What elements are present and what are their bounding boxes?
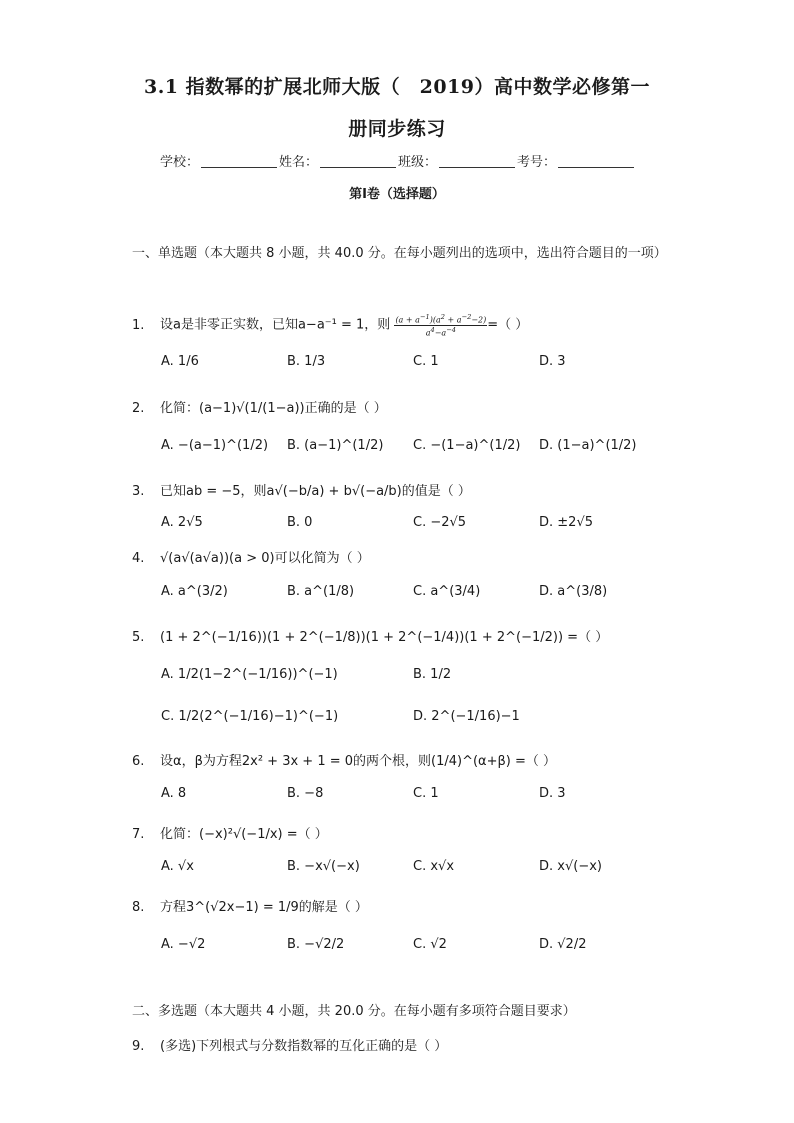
q4-option-b[interactable]: B. a^(1/8) <box>287 584 355 599</box>
q2-option-b[interactable]: B. (a−1)^(1/2) <box>287 438 384 453</box>
name-label: 姓名： <box>279 155 319 170</box>
q2-option-c[interactable]: C. −(1−a)^(1/2) <box>413 438 521 453</box>
title-line-2: 册同步练习 <box>348 118 446 140</box>
question-text: 化简：(a−1)√(1/(1−a))正确的是（ ） <box>160 401 387 416</box>
q7-option-b[interactable]: B. −x√(−x) <box>287 859 360 874</box>
section-2-heading: 二、多选题（本大题共 4 小题，共 20.0 分。在每小题有多项符合题目要求） <box>132 1004 576 1019</box>
exam-no-label: 考号： <box>517 155 557 170</box>
question-text: (多选)下列根式与分数指数幂的互化正确的是（ ） <box>160 1039 448 1054</box>
question-text: √(a√(a√a))(a > 0)可以化简为（ ） <box>160 551 370 566</box>
q6-option-d[interactable]: D. 3 <box>539 786 566 801</box>
q6-option-a[interactable]: A. 8 <box>161 786 187 801</box>
school-label: 学校： <box>160 155 200 170</box>
q6-option-b[interactable]: B. −8 <box>287 786 324 801</box>
question-6 <box>132 750 556 769</box>
q3-option-b[interactable]: B. 0 <box>287 515 313 530</box>
volume-heading: 第I卷（选择题） <box>349 187 445 202</box>
question-number: 4. <box>132 551 145 566</box>
q1-option-d[interactable]: D. 3 <box>539 354 566 369</box>
question-text: 已知ab = −5，则a√(−b/a) + b√(−a/b)的值是（ ） <box>160 484 471 499</box>
q8-option-a[interactable]: A. −√2 <box>161 937 206 952</box>
question-number: 8. <box>132 900 145 915</box>
q5-option-d[interactable]: D. 2^(−1/16)−1 <box>413 709 520 724</box>
section-1-heading: 一、单选题（本大题共 8 小题，共 40.0 分。在每小题列出的选项中，选出符合题目的一项） <box>132 246 667 261</box>
question-text: 方程3^(√2x−1) = 1/9的解是（ ） <box>160 900 368 915</box>
class-label: 班级： <box>398 155 438 170</box>
question-2 <box>132 397 387 416</box>
question-7 <box>132 823 328 842</box>
q2-option-a[interactable]: A. −(a−1)^(1/2) <box>161 438 269 453</box>
q1-option-c[interactable]: C. 1 <box>413 354 439 369</box>
question-number: 7. <box>132 827 145 842</box>
q5-option-a[interactable]: A. 1/2(1−2^(−1/16))^(−1) <box>161 667 338 682</box>
q8-option-d[interactable]: D. √2/2 <box>539 937 587 952</box>
question-5 <box>132 626 608 645</box>
question-tail: =（ ） <box>487 317 529 333</box>
q3-option-a[interactable]: A. 2√5 <box>161 515 203 530</box>
question-number: 3. <box>132 484 145 499</box>
question-8 <box>132 896 368 915</box>
question-number: 1. <box>132 317 145 333</box>
q6-option-c[interactable]: C. 1 <box>413 786 439 801</box>
q2-option-d[interactable]: D. (1−a)^(1/2) <box>539 438 637 453</box>
q5-option-c[interactable]: C. 1/2(2^(−1/16)−1)^(−1) <box>161 709 339 724</box>
student-info-row <box>160 151 636 170</box>
question-number: 9. <box>132 1039 145 1054</box>
q5-option-b[interactable]: B. 1/2 <box>413 667 452 682</box>
question-text: 设α，β为方程2x² + 3x + 1 = 0的两个根，则(1/4)^(α+β) =（ ） <box>160 754 557 769</box>
question-text: 化简：(−x)²√(−1/x) =（ ） <box>160 827 328 842</box>
question-9 <box>132 1035 447 1054</box>
q3-option-d[interactable]: D. ±2√5 <box>539 515 593 530</box>
exam-no-blank[interactable] <box>558 155 634 168</box>
question-text: 设a是非零正实数，已知a−a⁻¹ = 1，则 <box>160 317 391 333</box>
question-3 <box>132 480 471 499</box>
q7-option-d[interactable]: D. x√(−x) <box>539 859 602 874</box>
question-text: (1 + 2^(−1/16))(1 + 2^(−1/8))(1 + 2^(−1/4))(1 + 2^(−1/2)) =（ ） <box>160 630 609 645</box>
q1-option-b[interactable]: B. 1/3 <box>287 354 326 369</box>
title-line-1: 3.1 指数幂的扩展北师大版（ 2019）高中数学必修第一 <box>143 76 651 98</box>
q8-option-c[interactable]: C. √2 <box>413 937 447 952</box>
name-blank[interactable] <box>320 155 396 168</box>
q7-option-a[interactable]: A. √x <box>161 859 194 874</box>
q4-option-c[interactable]: C. a^(3/4) <box>413 584 481 599</box>
q4-option-d[interactable]: D. a^(3/8) <box>539 584 608 599</box>
question-fraction: $\frac{(a + a^{-1})(a^2 + a^{-2}-2)}{a^4-a^{-4}}$ <box>395 313 487 338</box>
question-number: 2. <box>132 401 145 416</box>
school-blank[interactable] <box>201 155 277 168</box>
question-number: 5. <box>132 630 145 645</box>
q3-option-c[interactable]: C. −2√5 <box>413 515 467 530</box>
class-blank[interactable] <box>439 155 515 168</box>
q1-option-a[interactable]: A. 1/6 <box>161 354 199 369</box>
q8-option-b[interactable]: B. −√2/2 <box>287 937 345 952</box>
q4-option-a[interactable]: A. a^(3/2) <box>161 584 228 599</box>
question-number: 6. <box>132 754 145 769</box>
q7-option-c[interactable]: C. x√x <box>413 859 455 874</box>
question-1 <box>132 313 528 337</box>
question-4 <box>132 547 370 566</box>
